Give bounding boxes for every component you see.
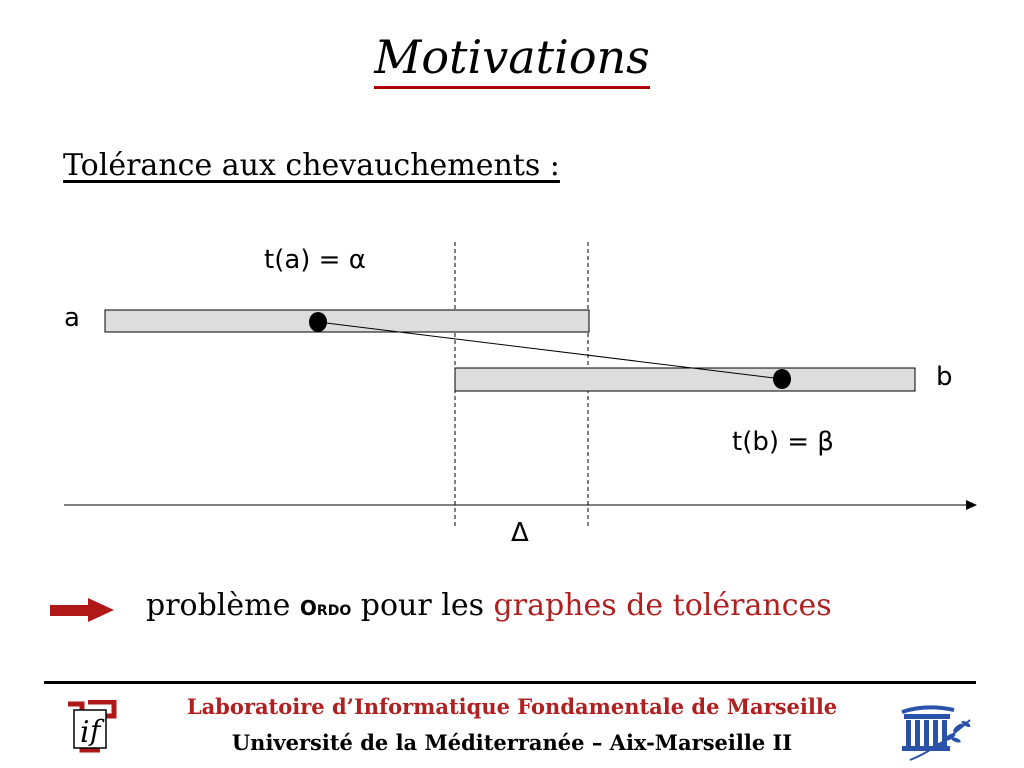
time-axis-arrowhead xyxy=(966,500,977,510)
university-temple-logo xyxy=(896,700,974,764)
point-t-b xyxy=(773,369,791,389)
label-t-b: t(b) = β xyxy=(732,427,834,457)
point-t-a xyxy=(309,312,327,332)
slide-title-text: Motivations xyxy=(374,30,650,89)
svg-text:i: i xyxy=(80,715,90,750)
slide-subtitle: Tolérance aux chevauchements : xyxy=(63,148,560,183)
right-arrow-icon xyxy=(50,605,92,616)
label-a: a xyxy=(64,303,80,333)
label-t-a: t(a) = α xyxy=(264,245,366,275)
conclusion-highlight: graphes de tolérances xyxy=(493,588,832,623)
label-delta: Δ xyxy=(511,518,529,548)
ordo-keyword: Ordo xyxy=(299,596,352,620)
conclusion-text-before: problème xyxy=(146,588,291,623)
interval-b-bar xyxy=(455,368,915,391)
interval-a-bar xyxy=(105,310,589,332)
footer-divider xyxy=(44,681,976,684)
svg-text:f: f xyxy=(90,714,101,747)
conclusion-text-middle: pour les xyxy=(360,588,484,623)
footer-lab-name: Laboratoire d’Informatique Fondamentale de Marseille xyxy=(186,694,838,719)
right-arrow-head xyxy=(88,598,114,622)
footer-university-name: Université de la Méditerranée – Aix-Marseille II xyxy=(231,730,793,755)
label-b: b xyxy=(936,362,953,392)
conclusion-line xyxy=(146,588,832,623)
